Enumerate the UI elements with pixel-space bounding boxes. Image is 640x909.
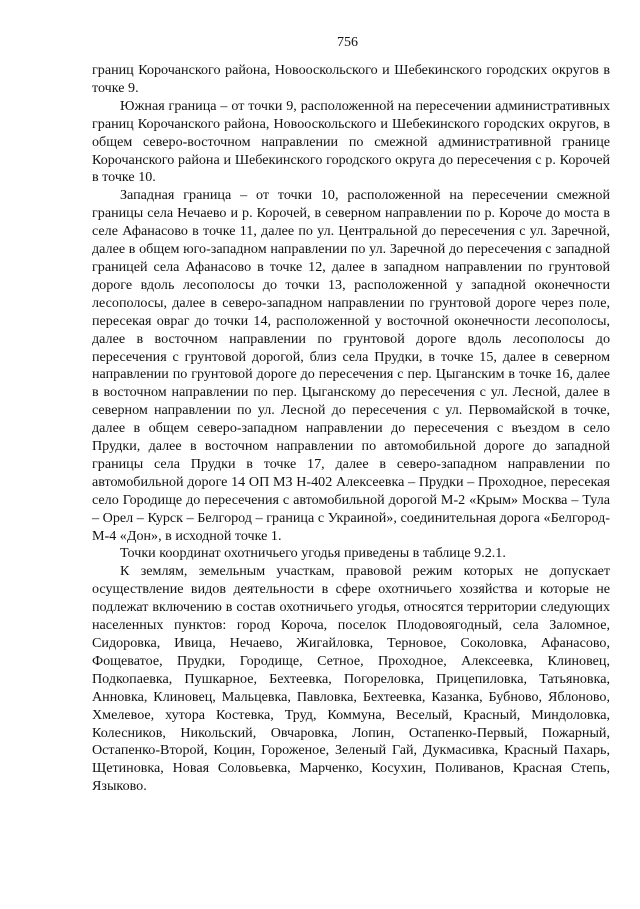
paragraph-boundary-continuation: границ Корочанского района, Новооскольского и Шебекинского городских округов в точке 9. [92,62,610,96]
paragraph-excluded-settlements: К землям, земельным участкам, правовой режим которых не допускает осуществление видов деятельности в сфере охотничьего хозяйства и которые не подлежат включению в состав охотничьего угодья, относятся территории следующих населенных пунктов: город Короча, поселок Плодовоягодный, села Заломное, Сидоровка, Ивица, Нечаево, Жигайловка, Терновое, Соколовка, Афанасово, Фощеватое, Прудки, Городище, Сетное, Проходное, Алексеевка, Клиновец, Подкопаевка, Пушкарное, Бехтеевка, Погореловка, Прицепиловка, Татьяновка, Анновка, Клиновец, Мальцевка, Павловка, Бехтеевка, Казанка, Бубново, Яблоново, Хмелевое, хутора Костевка, Труд, Коммуна, Веселый, Красный, Миндоловка, Колесников, Никольский, Овчаровка, Лопин, Остапенко-Первый, Пожарный, Остапенко-Второй, Коцин, Гороженое, Зеленый Гай, Дукмасивка, Красный Пахарь, Щетиновка, Новая Соловьевка, Марченко, Косухин, Поливанов, Красная Степь, Языково. [92,563,610,795]
paragraph-west-boundary: Западная граница – от точки 10, расположенной на пересечении смежной границы села Нечаево и р. Корочей, в северном направлении по р. Короче до моста в селе Афанасово в точке 11, далее по ул. Центральной до пересечения с ул. Заречной, далее в общем юго-западном направлении по ул. Заречной до пересечения с западной границей села Афанасово в точке 12, далее в западном направлении по грунтовой дороге вдоль лесополосы до точки 13, расположенной у западной оконечности лесополосы, далее в северо-западном направлении по грунтовой дороге через поле, пересекая овраг до точки 14, расположенной у восточной оконечности лесополосы, далее в восточном направлении по грунтовой дороге вдоль лесополосы до пересечения с грунтовой дорогой, близ села Прудки, в точке 15, далее в северном направлении по грунтовой дороге до пересечения с пер. Цыганским в точке 16, далее в восточном направлении по пер. Цыганскому до пересечения с ул. Лесной, далее в северном направлении по ул. Лесной до пересечения с ул. Первомайской в точке, далее в общем северо-западном направлении до пересечения с въездом в село Прудки, далее в восточном направлении по автомобильной дороге до западной границы села Прудки в точке 17, далее в северо-западном направлении по автомобильной дороге 14 ОП МЗ Н-402 Алексеевка – Прудки – Проходное, пересекая село Городище до пересечения с автомобильной дорогой М-2 «Крым» Москва – Тула – Орел – Курск – Белгород – граница с Украиной», соединительная дорога «Белгород-М-4 «Дон», в исходной точке 1. [92,187,610,544]
paragraph-coordinates-reference: Точки координат охотничьего угодья приведены в таблице 9.2.1. [120,545,506,562]
page-number: 756 [337,35,358,50]
paragraph-south-boundary: Южная граница – от точки 9, расположенной на пересечении административных границ Корочанского района, Новооскольского и Шебекинского городских округов, в общем северо-восточном направлении по смежной административной границе Корочанского района и Шебекинского городского округа до пересечения с р. Корочей в точке 10. [92,97,610,186]
document-body [92,62,610,796]
